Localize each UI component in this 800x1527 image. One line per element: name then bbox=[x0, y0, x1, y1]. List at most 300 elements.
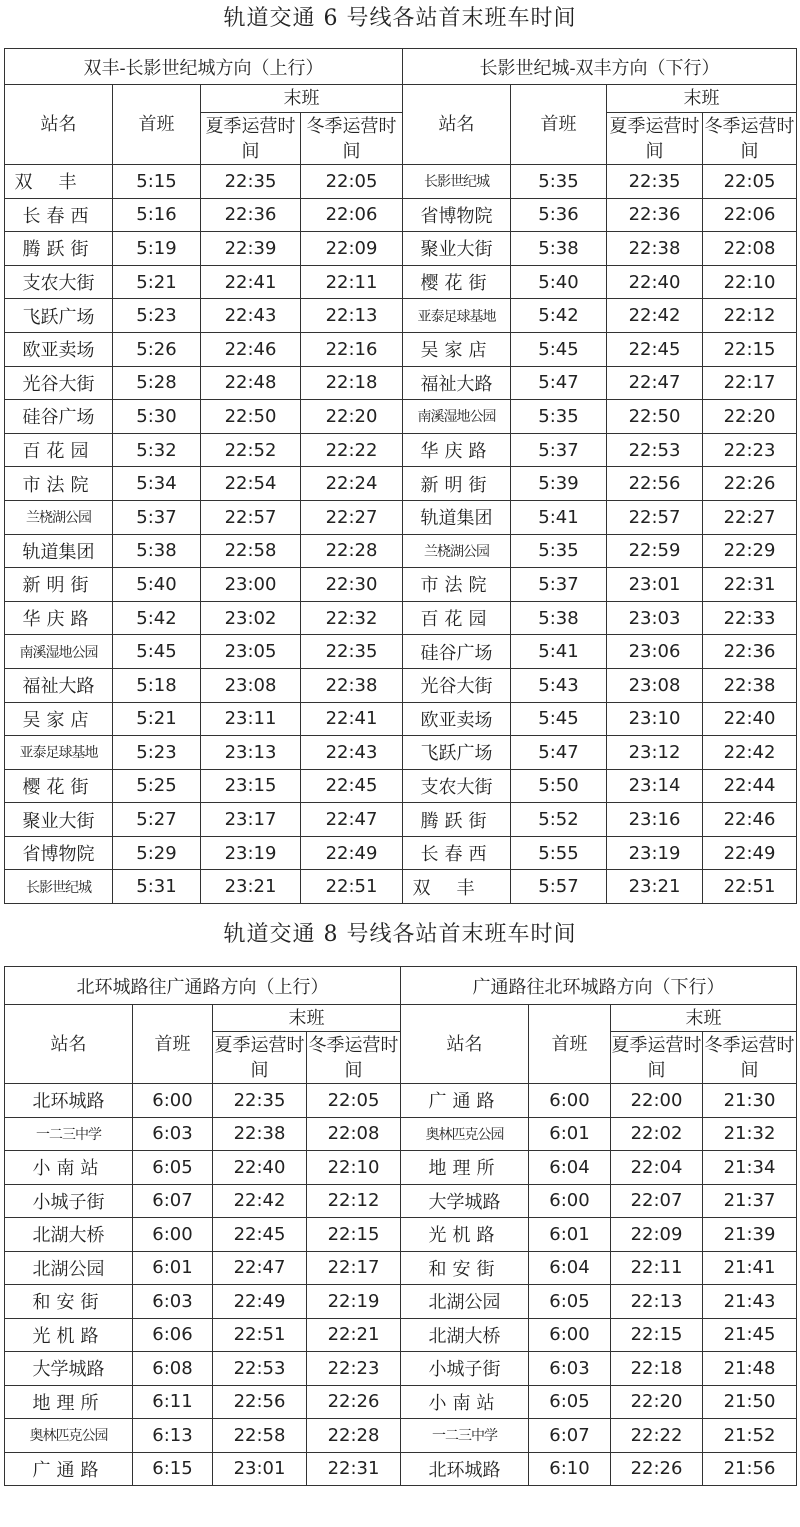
up-summer-last-time: 22:48 bbox=[201, 366, 301, 400]
up-summer-last-time: 23:02 bbox=[201, 601, 301, 635]
up-winter-last-time: 22:16 bbox=[301, 332, 403, 366]
up-station-name: 飞跃广场 bbox=[5, 299, 113, 333]
down-summer-last-time: 22:18 bbox=[611, 1352, 703, 1386]
down-summer-last-time: 22:04 bbox=[611, 1151, 703, 1185]
down-station-name: 北湖大桥 bbox=[401, 1318, 529, 1352]
up-station-name: 南溪湿地公园 bbox=[5, 635, 113, 669]
table-row bbox=[5, 803, 797, 837]
line8-title: 轨道交通 8 号线各站首末班车时间 bbox=[223, 922, 577, 948]
up-station-name: 百花园 bbox=[5, 433, 113, 467]
down-summer-last-time: 22:38 bbox=[607, 232, 703, 266]
up-first-train-time: 5:37 bbox=[113, 500, 201, 534]
down-summer-last-time: 22:22 bbox=[611, 1419, 703, 1453]
down-first-train-time: 6:04 bbox=[529, 1251, 611, 1285]
up-first-train-time: 5:34 bbox=[113, 467, 201, 501]
up-station-name: 省博物院 bbox=[5, 836, 113, 870]
down-first-train-time: 5:57 bbox=[511, 870, 607, 904]
down-first-train-time: 5:35 bbox=[511, 400, 607, 434]
table-row bbox=[5, 400, 797, 434]
up-station-name: 小南站 bbox=[5, 1151, 133, 1185]
up-winter-last-time: 22:06 bbox=[301, 198, 403, 232]
down-first-train-time: 5:39 bbox=[511, 467, 607, 501]
line8-timetable bbox=[4, 966, 797, 1486]
up-summer-last-time: 23:17 bbox=[201, 803, 301, 837]
table-row bbox=[5, 332, 797, 366]
up-summer-last-time: 22:36 bbox=[201, 198, 301, 232]
up-station-name: 华庆路 bbox=[5, 601, 113, 635]
up-first-train-time: 5:42 bbox=[113, 601, 201, 635]
down-winter-header: 冬季运营时间 bbox=[703, 113, 797, 165]
down-last-train-header: 末班 bbox=[607, 85, 797, 113]
table-row bbox=[5, 836, 797, 870]
up-first-train-time: 6:00 bbox=[133, 1084, 213, 1118]
up-summer-last-time: 23:05 bbox=[201, 635, 301, 669]
up-winter-last-time: 22:41 bbox=[301, 702, 403, 736]
down-first-train-time: 5:38 bbox=[511, 601, 607, 635]
up-summer-last-time: 22:47 bbox=[213, 1251, 307, 1285]
up-station-header: 站名 bbox=[5, 85, 113, 165]
down-first-train-time: 6:00 bbox=[529, 1184, 611, 1218]
direction-row bbox=[5, 49, 797, 85]
up-first-train-time: 6:11 bbox=[133, 1385, 213, 1419]
up-winter-last-time: 22:27 bbox=[301, 500, 403, 534]
down-first-train-time: 5:36 bbox=[511, 198, 607, 232]
up-winter-header: 冬季运营时间 bbox=[307, 1032, 401, 1084]
up-winter-header: 冬季运营时间 bbox=[301, 113, 403, 165]
up-station-name: 轨道集团 bbox=[5, 534, 113, 568]
up-first-train-header: 首班 bbox=[113, 85, 201, 165]
up-station-name: 双丰 bbox=[5, 165, 113, 199]
up-first-train-time: 5:31 bbox=[113, 870, 201, 904]
down-winter-last-time: 22:27 bbox=[703, 500, 797, 534]
table-row bbox=[5, 568, 797, 602]
down-station-name: 双丰 bbox=[403, 870, 511, 904]
down-first-train-time: 5:41 bbox=[511, 635, 607, 669]
up-winter-last-time: 22:47 bbox=[301, 803, 403, 837]
down-station-name: 长影世纪城 bbox=[403, 165, 511, 199]
down-summer-last-time: 23:08 bbox=[607, 668, 703, 702]
table-row bbox=[5, 1318, 797, 1352]
table-row bbox=[5, 1218, 797, 1252]
down-winter-last-time: 21:34 bbox=[703, 1151, 797, 1185]
down-first-train-time: 6:00 bbox=[529, 1084, 611, 1118]
up-summer-last-time: 23:13 bbox=[201, 736, 301, 770]
table-row bbox=[5, 635, 797, 669]
up-station-name: 福祉大路 bbox=[5, 668, 113, 702]
down-winter-last-time: 22:29 bbox=[703, 534, 797, 568]
down-winter-last-time: 21:56 bbox=[703, 1452, 797, 1486]
up-summer-header: 夏季运营时间 bbox=[213, 1032, 307, 1084]
down-winter-header: 冬季运营时间 bbox=[703, 1032, 797, 1084]
down-summer-last-time: 22:59 bbox=[607, 534, 703, 568]
up-station-name: 地理所 bbox=[5, 1385, 133, 1419]
table-row bbox=[5, 1452, 797, 1486]
down-station-name: 福祉大路 bbox=[403, 366, 511, 400]
line6-timetable bbox=[4, 48, 797, 904]
up-summer-last-time: 23:19 bbox=[201, 836, 301, 870]
up-first-train-header: 首班 bbox=[133, 1005, 213, 1084]
up-station-name: 一二三中学 bbox=[5, 1117, 133, 1151]
down-station-name: 华庆路 bbox=[403, 433, 511, 467]
down-summer-last-time: 23:14 bbox=[607, 769, 703, 803]
down-winter-last-time: 22:49 bbox=[703, 836, 797, 870]
up-summer-last-time: 22:35 bbox=[213, 1084, 307, 1118]
table-row bbox=[5, 870, 797, 904]
table-row bbox=[5, 1251, 797, 1285]
down-first-train-time: 5:45 bbox=[511, 332, 607, 366]
up-station-name: 奥林匹克公园 bbox=[5, 1419, 133, 1453]
up-winter-last-time: 22:45 bbox=[301, 769, 403, 803]
down-winter-last-time: 22:46 bbox=[703, 803, 797, 837]
up-summer-last-time: 22:58 bbox=[213, 1419, 307, 1453]
up-station-name: 樱花街 bbox=[5, 769, 113, 803]
down-winter-last-time: 21:50 bbox=[703, 1385, 797, 1419]
down-winter-last-time: 22:36 bbox=[703, 635, 797, 669]
up-direction-label: 北环城路往广通路方向（上行） bbox=[5, 967, 401, 1005]
up-winter-last-time: 22:19 bbox=[307, 1285, 401, 1319]
table-row bbox=[5, 433, 797, 467]
down-winter-last-time: 22:05 bbox=[703, 165, 797, 199]
down-winter-last-time: 21:37 bbox=[703, 1184, 797, 1218]
down-station-name: 欧亚卖场 bbox=[403, 702, 511, 736]
down-station-name: 亚泰足球基地 bbox=[403, 299, 511, 333]
down-winter-last-time: 22:06 bbox=[703, 198, 797, 232]
down-first-train-time: 6:03 bbox=[529, 1352, 611, 1386]
down-first-train-time: 6:00 bbox=[529, 1318, 611, 1352]
up-summer-last-time: 22:51 bbox=[213, 1318, 307, 1352]
down-winter-last-time: 21:41 bbox=[703, 1251, 797, 1285]
up-winter-last-time: 22:30 bbox=[301, 568, 403, 602]
table-row bbox=[5, 1385, 797, 1419]
down-first-train-time: 5:37 bbox=[511, 433, 607, 467]
down-first-train-time: 5:41 bbox=[511, 500, 607, 534]
up-last-train-header: 末班 bbox=[213, 1005, 401, 1032]
up-winter-last-time: 22:49 bbox=[301, 836, 403, 870]
up-summer-last-time: 22:40 bbox=[213, 1151, 307, 1185]
up-winter-last-time: 22:11 bbox=[301, 265, 403, 299]
up-summer-last-time: 22:41 bbox=[201, 265, 301, 299]
down-station-name: 支农大街 bbox=[403, 769, 511, 803]
table-row bbox=[5, 1285, 797, 1319]
up-first-train-time: 6:08 bbox=[133, 1352, 213, 1386]
table-row bbox=[5, 601, 797, 635]
up-summer-last-time: 22:46 bbox=[201, 332, 301, 366]
up-winter-last-time: 22:35 bbox=[301, 635, 403, 669]
up-winter-last-time: 22:38 bbox=[301, 668, 403, 702]
down-summer-last-time: 22:45 bbox=[607, 332, 703, 366]
up-first-train-time: 5:19 bbox=[113, 232, 201, 266]
down-station-name: 北环城路 bbox=[401, 1452, 529, 1486]
down-first-train-time: 6:05 bbox=[529, 1385, 611, 1419]
up-first-train-time: 6:01 bbox=[133, 1251, 213, 1285]
up-station-name: 北湖公园 bbox=[5, 1251, 133, 1285]
up-station-name: 长影世纪城 bbox=[5, 870, 113, 904]
down-direction-label: 广通路往北环城路方向（下行） bbox=[401, 967, 797, 1005]
up-winter-last-time: 22:20 bbox=[301, 400, 403, 434]
down-station-name: 地理所 bbox=[401, 1151, 529, 1185]
down-station-name: 南溪湿地公园 bbox=[403, 400, 511, 434]
up-summer-last-time: 22:56 bbox=[213, 1385, 307, 1419]
up-first-train-time: 5:15 bbox=[113, 165, 201, 199]
down-first-train-time: 6:01 bbox=[529, 1117, 611, 1151]
up-winter-last-time: 22:08 bbox=[307, 1117, 401, 1151]
down-station-name: 新明街 bbox=[403, 467, 511, 501]
down-winter-last-time: 22:38 bbox=[703, 668, 797, 702]
up-station-name: 北湖大桥 bbox=[5, 1218, 133, 1252]
up-first-train-time: 5:32 bbox=[113, 433, 201, 467]
down-station-name: 小南站 bbox=[401, 1385, 529, 1419]
down-summer-last-time: 22:36 bbox=[607, 198, 703, 232]
table-row bbox=[5, 198, 797, 232]
up-summer-last-time: 22:57 bbox=[201, 500, 301, 534]
direction-row bbox=[5, 967, 797, 1005]
table-row bbox=[5, 500, 797, 534]
up-station-name: 大学城路 bbox=[5, 1352, 133, 1386]
up-station-name: 新明街 bbox=[5, 568, 113, 602]
up-first-train-time: 6:00 bbox=[133, 1218, 213, 1252]
up-station-name: 北环城路 bbox=[5, 1084, 133, 1118]
down-winter-last-time: 22:23 bbox=[703, 433, 797, 467]
table-row bbox=[5, 1151, 797, 1185]
down-station-name: 腾跃街 bbox=[403, 803, 511, 837]
down-direction-label: 长影世纪城-双丰方向（下行） bbox=[403, 49, 797, 85]
down-winter-last-time: 21:52 bbox=[703, 1419, 797, 1453]
up-summer-last-time: 22:38 bbox=[213, 1117, 307, 1151]
up-first-train-time: 5:30 bbox=[113, 400, 201, 434]
up-station-name: 亚泰足球基地 bbox=[5, 736, 113, 770]
up-station-name: 腾跃街 bbox=[5, 232, 113, 266]
table-row bbox=[5, 1084, 797, 1118]
up-winter-last-time: 22:05 bbox=[301, 165, 403, 199]
down-winter-last-time: 22:31 bbox=[703, 568, 797, 602]
up-first-train-time: 6:03 bbox=[133, 1117, 213, 1151]
down-winter-last-time: 21:32 bbox=[703, 1117, 797, 1151]
up-first-train-time: 5:23 bbox=[113, 736, 201, 770]
up-summer-last-time: 23:21 bbox=[201, 870, 301, 904]
up-winter-last-time: 22:13 bbox=[301, 299, 403, 333]
up-station-name: 光谷大街 bbox=[5, 366, 113, 400]
down-station-name: 奥林匹克公园 bbox=[401, 1117, 529, 1151]
down-summer-last-time: 23:19 bbox=[607, 836, 703, 870]
down-first-train-time: 5:52 bbox=[511, 803, 607, 837]
down-station-name: 光谷大街 bbox=[403, 668, 511, 702]
down-first-train-time: 5:37 bbox=[511, 568, 607, 602]
down-summer-last-time: 23:10 bbox=[607, 702, 703, 736]
up-last-train-header: 末班 bbox=[201, 85, 403, 113]
down-summer-last-time: 22:57 bbox=[607, 500, 703, 534]
down-station-name: 光机路 bbox=[401, 1218, 529, 1252]
down-station-name: 百花园 bbox=[403, 601, 511, 635]
up-winter-last-time: 22:51 bbox=[301, 870, 403, 904]
header-row bbox=[5, 1005, 797, 1032]
up-first-train-time: 5:27 bbox=[113, 803, 201, 837]
down-first-train-time: 5:47 bbox=[511, 736, 607, 770]
down-summer-last-time: 22:15 bbox=[611, 1318, 703, 1352]
down-winter-last-time: 22:33 bbox=[703, 601, 797, 635]
line6-title: 轨道交通 6 号线各站首末班车时间 bbox=[223, 6, 577, 31]
up-winter-last-time: 22:32 bbox=[301, 601, 403, 635]
up-summer-last-time: 22:39 bbox=[201, 232, 301, 266]
down-summer-last-time: 23:01 bbox=[607, 568, 703, 602]
up-station-name: 支农大街 bbox=[5, 265, 113, 299]
up-first-train-time: 5:29 bbox=[113, 836, 201, 870]
down-station-name: 小城子街 bbox=[401, 1352, 529, 1386]
down-station-name: 市法院 bbox=[403, 568, 511, 602]
up-first-train-time: 6:03 bbox=[133, 1285, 213, 1319]
up-winter-last-time: 22:12 bbox=[307, 1184, 401, 1218]
up-winter-last-time: 22:28 bbox=[301, 534, 403, 568]
down-summer-last-time: 22:35 bbox=[607, 165, 703, 199]
up-summer-header: 夏季运营时间 bbox=[201, 113, 301, 165]
up-station-name: 兰桡湖公园 bbox=[5, 500, 113, 534]
down-first-train-time: 6:05 bbox=[529, 1285, 611, 1319]
down-station-header: 站名 bbox=[401, 1005, 529, 1084]
down-first-train-time: 5:50 bbox=[511, 769, 607, 803]
up-first-train-time: 5:28 bbox=[113, 366, 201, 400]
down-summer-last-time: 22:11 bbox=[611, 1251, 703, 1285]
down-summer-last-time: 22:40 bbox=[607, 265, 703, 299]
down-winter-last-time: 21:30 bbox=[703, 1084, 797, 1118]
up-summer-last-time: 22:49 bbox=[213, 1285, 307, 1319]
table-row bbox=[5, 165, 797, 199]
up-summer-last-time: 23:01 bbox=[213, 1452, 307, 1486]
table-row bbox=[5, 366, 797, 400]
up-station-name: 欧亚卖场 bbox=[5, 332, 113, 366]
down-summer-last-time: 22:13 bbox=[611, 1285, 703, 1319]
up-winter-last-time: 22:23 bbox=[307, 1352, 401, 1386]
table-row bbox=[5, 736, 797, 770]
down-summer-last-time: 22:07 bbox=[611, 1184, 703, 1218]
up-winter-last-time: 22:10 bbox=[307, 1151, 401, 1185]
down-station-name: 大学城路 bbox=[401, 1184, 529, 1218]
down-first-train-header: 首班 bbox=[529, 1005, 611, 1084]
up-summer-last-time: 22:58 bbox=[201, 534, 301, 568]
up-summer-last-time: 22:45 bbox=[213, 1218, 307, 1252]
down-station-name: 樱花街 bbox=[403, 265, 511, 299]
up-station-name: 广通路 bbox=[5, 1452, 133, 1486]
up-station-name: 聚业大街 bbox=[5, 803, 113, 837]
down-winter-last-time: 22:12 bbox=[703, 299, 797, 333]
up-first-train-time: 5:45 bbox=[113, 635, 201, 669]
down-summer-last-time: 22:47 bbox=[607, 366, 703, 400]
down-summer-last-time: 23:06 bbox=[607, 635, 703, 669]
table-row bbox=[5, 1184, 797, 1218]
up-first-train-time: 6:13 bbox=[133, 1419, 213, 1453]
down-winter-last-time: 22:51 bbox=[703, 870, 797, 904]
up-summer-last-time: 23:00 bbox=[201, 568, 301, 602]
down-first-train-time: 5:35 bbox=[511, 165, 607, 199]
up-first-train-time: 5:16 bbox=[113, 198, 201, 232]
down-winter-last-time: 22:42 bbox=[703, 736, 797, 770]
table-row bbox=[5, 1419, 797, 1453]
table-row bbox=[5, 668, 797, 702]
down-winter-last-time: 22:20 bbox=[703, 400, 797, 434]
down-station-name: 轨道集团 bbox=[403, 500, 511, 534]
down-winter-last-time: 22:40 bbox=[703, 702, 797, 736]
down-station-name: 硅谷广场 bbox=[403, 635, 511, 669]
up-first-train-time: 5:25 bbox=[113, 769, 201, 803]
table-row bbox=[5, 265, 797, 299]
down-winter-last-time: 22:26 bbox=[703, 467, 797, 501]
down-last-train-header: 末班 bbox=[611, 1005, 797, 1032]
table-row bbox=[5, 232, 797, 266]
up-summer-last-time: 23:08 bbox=[201, 668, 301, 702]
up-station-name: 光机路 bbox=[5, 1318, 133, 1352]
up-station-name: 吴家店 bbox=[5, 702, 113, 736]
down-summer-last-time: 22:50 bbox=[607, 400, 703, 434]
down-summer-last-time: 23:21 bbox=[607, 870, 703, 904]
up-station-name: 硅谷广场 bbox=[5, 400, 113, 434]
up-summer-last-time: 22:50 bbox=[201, 400, 301, 434]
down-station-name: 广通路 bbox=[401, 1084, 529, 1118]
down-summer-last-time: 22:42 bbox=[607, 299, 703, 333]
down-winter-last-time: 21:45 bbox=[703, 1318, 797, 1352]
down-station-name: 聚业大街 bbox=[403, 232, 511, 266]
up-winter-last-time: 22:43 bbox=[301, 736, 403, 770]
up-winter-last-time: 22:26 bbox=[307, 1385, 401, 1419]
up-station-name: 市法院 bbox=[5, 467, 113, 501]
up-first-train-time: 5:26 bbox=[113, 332, 201, 366]
table-row bbox=[5, 299, 797, 333]
down-summer-last-time: 23:03 bbox=[607, 601, 703, 635]
up-first-train-time: 5:21 bbox=[113, 265, 201, 299]
up-first-train-time: 6:05 bbox=[133, 1151, 213, 1185]
down-winter-last-time: 22:10 bbox=[703, 265, 797, 299]
up-summer-last-time: 22:53 bbox=[213, 1352, 307, 1386]
up-winter-last-time: 22:09 bbox=[301, 232, 403, 266]
header-row bbox=[5, 85, 797, 113]
down-summer-last-time: 23:16 bbox=[607, 803, 703, 837]
up-winter-last-time: 22:28 bbox=[307, 1419, 401, 1453]
up-direction-label: 双丰-长影世纪城方向（上行） bbox=[5, 49, 403, 85]
up-winter-last-time: 22:15 bbox=[307, 1218, 401, 1252]
down-winter-last-time: 21:43 bbox=[703, 1285, 797, 1319]
up-first-train-time: 6:15 bbox=[133, 1452, 213, 1486]
up-summer-last-time: 22:52 bbox=[201, 433, 301, 467]
down-first-train-time: 5:55 bbox=[511, 836, 607, 870]
up-station-name: 长春西 bbox=[5, 198, 113, 232]
down-summer-last-time: 22:56 bbox=[607, 467, 703, 501]
down-station-name: 兰桡湖公园 bbox=[403, 534, 511, 568]
up-summer-last-time: 23:11 bbox=[201, 702, 301, 736]
down-first-train-time: 6:01 bbox=[529, 1218, 611, 1252]
down-summer-last-time: 22:20 bbox=[611, 1385, 703, 1419]
down-winter-last-time: 21:39 bbox=[703, 1218, 797, 1252]
up-first-train-time: 6:07 bbox=[133, 1184, 213, 1218]
table-row bbox=[5, 702, 797, 736]
up-summer-last-time: 23:15 bbox=[201, 769, 301, 803]
up-winter-last-time: 22:31 bbox=[307, 1452, 401, 1486]
down-first-train-time: 5:43 bbox=[511, 668, 607, 702]
down-first-train-time: 5:47 bbox=[511, 366, 607, 400]
down-first-train-time: 5:45 bbox=[511, 702, 607, 736]
up-station-header: 站名 bbox=[5, 1005, 133, 1084]
table-row bbox=[5, 534, 797, 568]
down-summer-last-time: 22:09 bbox=[611, 1218, 703, 1252]
up-first-train-time: 5:21 bbox=[113, 702, 201, 736]
down-first-train-time: 5:40 bbox=[511, 265, 607, 299]
down-winter-last-time: 22:17 bbox=[703, 366, 797, 400]
down-first-train-time: 6:07 bbox=[529, 1419, 611, 1453]
down-summer-last-time: 22:02 bbox=[611, 1117, 703, 1151]
table-row bbox=[5, 467, 797, 501]
up-winter-last-time: 22:24 bbox=[301, 467, 403, 501]
down-winter-last-time: 22:44 bbox=[703, 769, 797, 803]
table-row bbox=[5, 769, 797, 803]
down-station-name: 省博物院 bbox=[403, 198, 511, 232]
up-first-train-time: 5:18 bbox=[113, 668, 201, 702]
down-winter-last-time: 22:15 bbox=[703, 332, 797, 366]
